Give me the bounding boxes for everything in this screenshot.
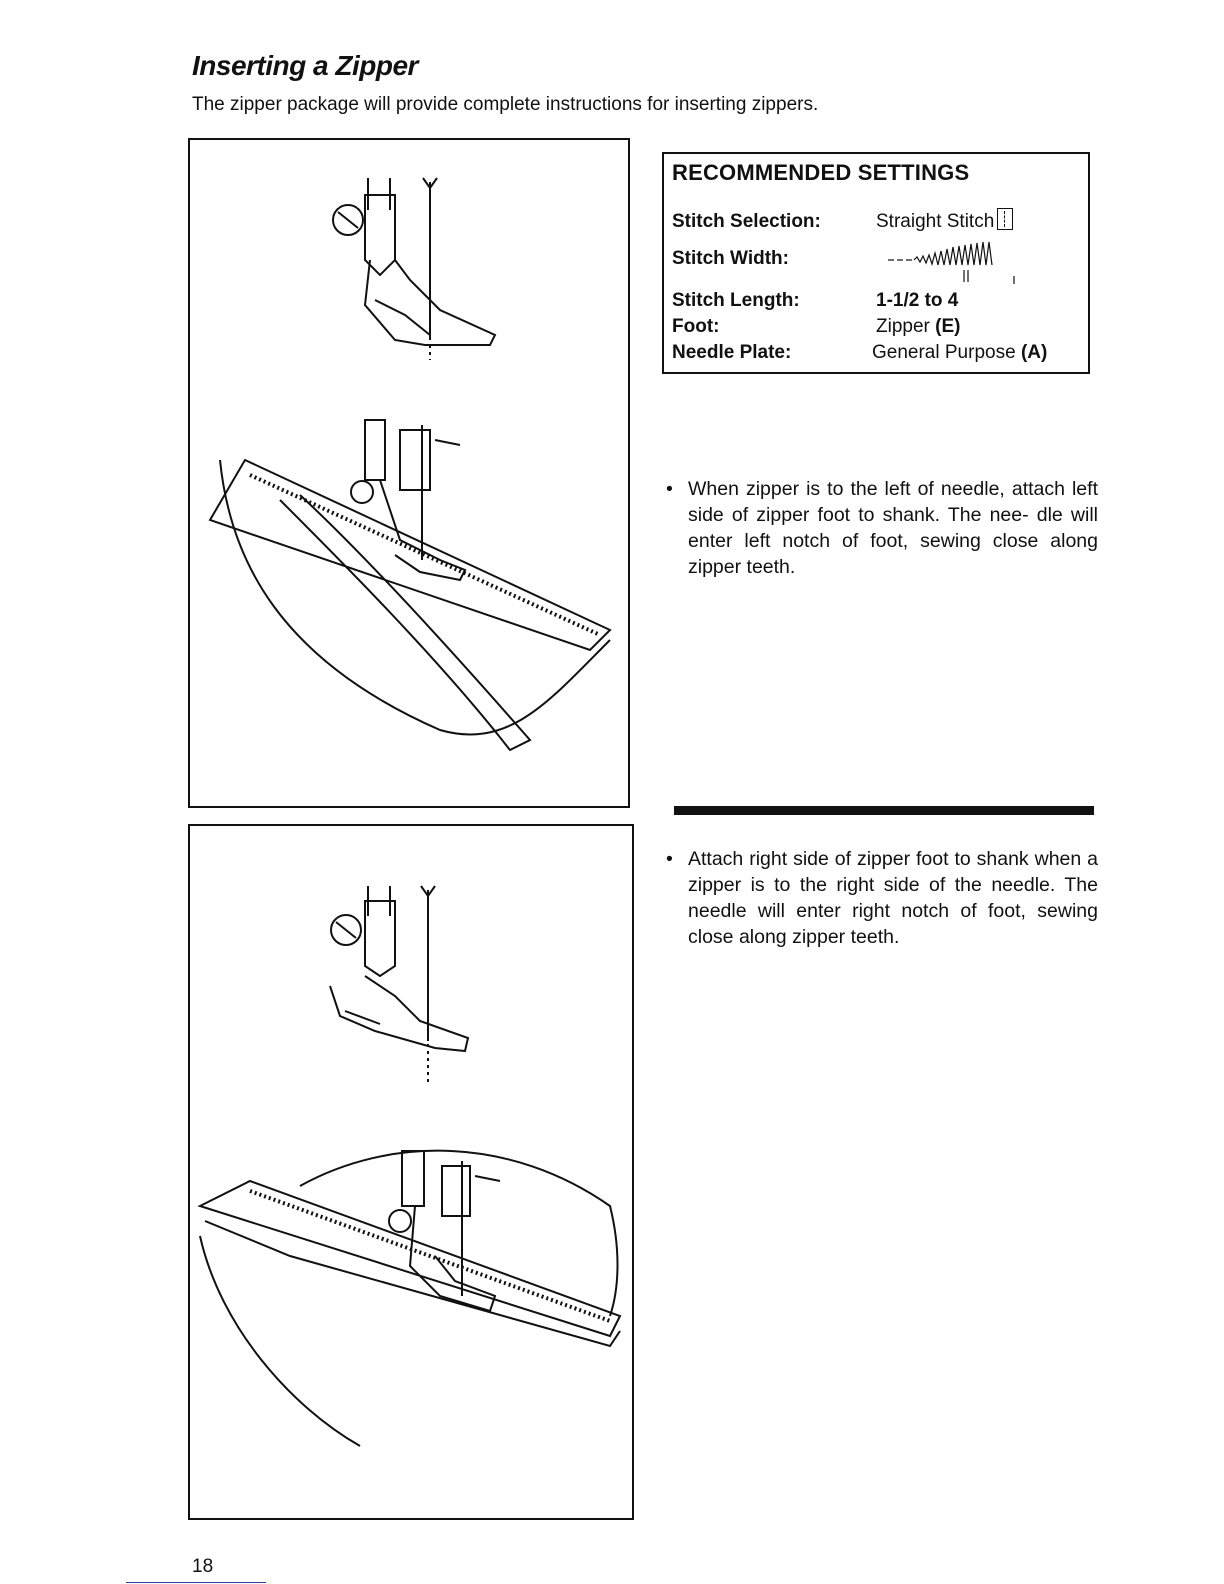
instruction-left-text: When zipper is to the left of needle, attach left side of zipper foot to shank. The nee- dle will enter left notch of foot, sewing close along zipper teeth. [688,478,1098,578]
foot-code: (E) [935,316,961,337]
stitch-selection-label: Stitch Selection: [672,211,821,232]
needle-plate-label: Needle Plate: [672,342,792,363]
stitch-length-value: 1-1/2 to 4 [876,290,959,311]
foot-value: Zipper [876,316,930,337]
page-subtitle: The zipper package will provide complete instructions for inserting zippers. [192,94,819,115]
section-divider [674,806,1094,815]
stitch-width-scale-icon [886,238,1026,288]
zipper-sewing-drawing-right [200,1151,620,1446]
stitch-length-label: Stitch Length: [672,290,800,311]
bullet-icon: • [666,478,673,500]
stitch-selection-value: Straight Stitch [876,211,995,232]
page-number: 18 [192,1556,214,1577]
instruction-right-text: Attach right side of zipper foot to shank when a zipper is to the right side of the needle. The needle will enter right notch of foot, sewing close along zipper teeth. [688,848,1098,948]
illustration-right-zipper [188,824,634,1520]
needle-plate-code: (A) [1020,342,1048,363]
stitch-length-row [672,290,958,312]
needle-plate-value: General Purpose [872,342,1016,363]
bullet-icon: • [666,848,673,870]
recommended-settings-box [662,152,1090,374]
footer-line [126,1582,266,1583]
needle-plate-row [672,342,1047,364]
stitch-width-row [672,248,876,270]
foot-label: Foot: [672,316,720,337]
stitch-selection-row [672,208,1013,233]
straight-stitch-icon [997,208,1013,230]
presser-foot-drawing-left [333,178,495,360]
presser-foot-drawing-right [330,886,468,1086]
settings-heading: RECOMMENDED SETTINGS [672,160,970,185]
stitch-width-label: Stitch Width: [672,248,789,269]
foot-row [672,316,960,338]
zipper-sewing-drawing-left [210,420,610,750]
page-title: Inserting a Zipper [192,50,418,81]
illustration-left-zipper [188,138,630,808]
